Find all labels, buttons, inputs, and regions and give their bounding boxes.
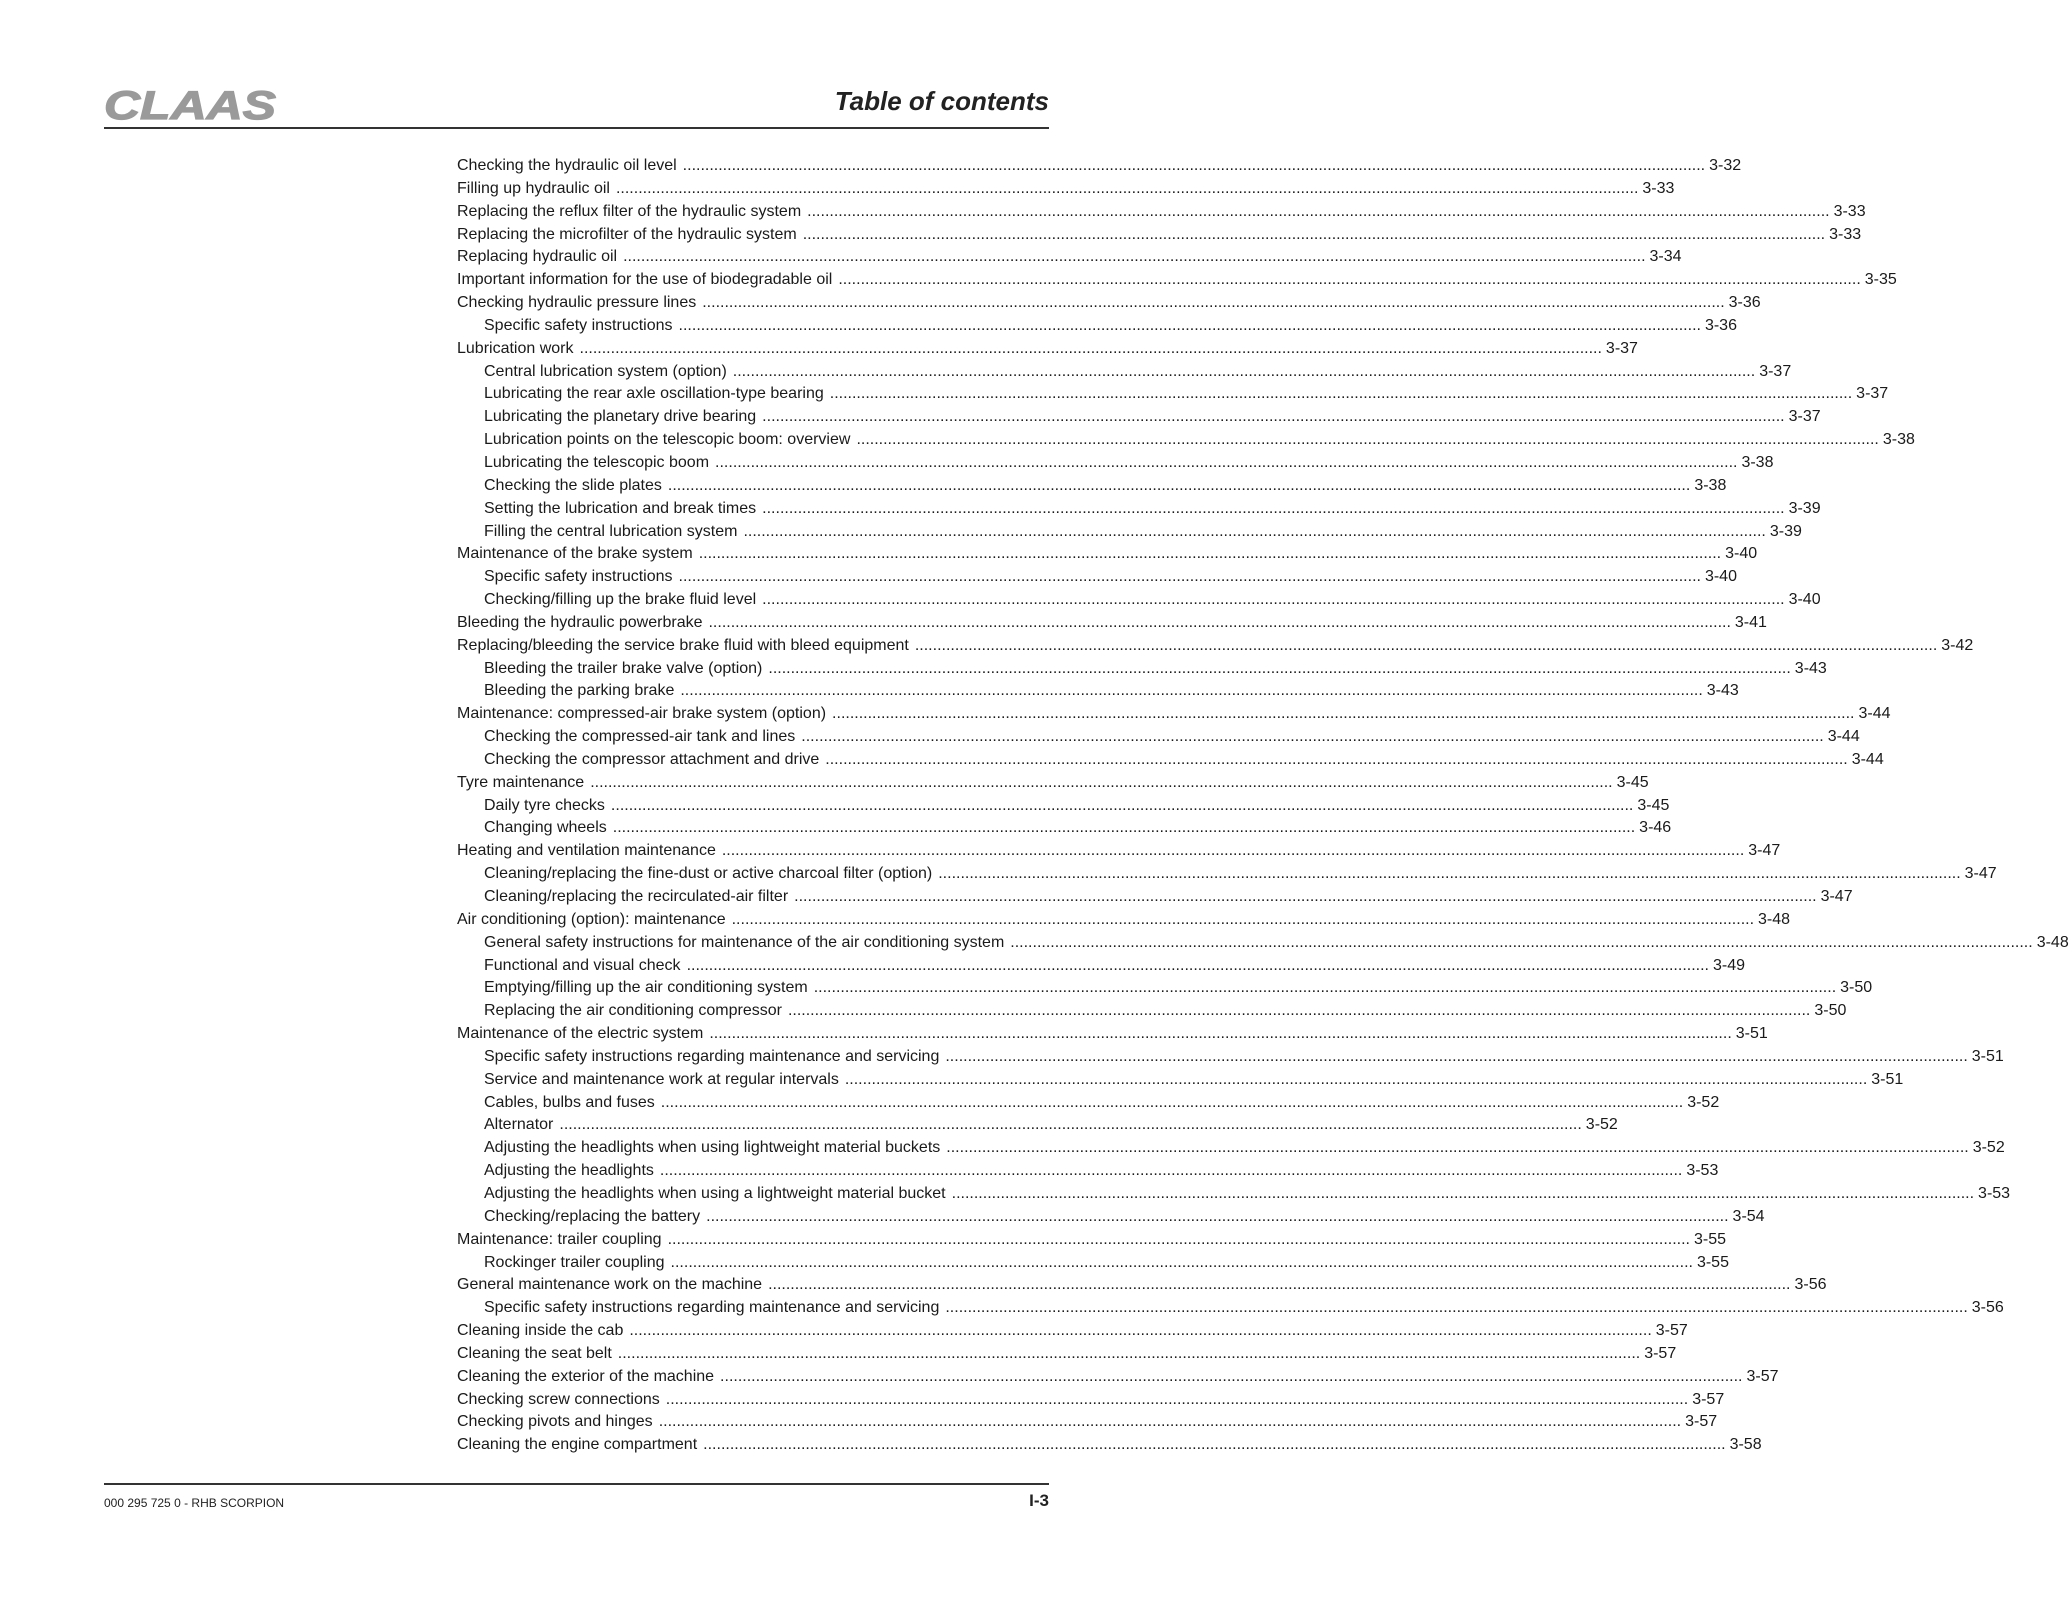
toc-entry[interactable]: [457, 955, 1746, 978]
toc-leader-dots: [715, 452, 1737, 475]
toc-entry[interactable]: [457, 840, 1781, 863]
toc-entry-title: General safety instructions for maintenance of the air conditioning system: [484, 933, 1005, 951]
toc-entry-title: Checking pivots and hinges: [457, 1413, 653, 1431]
toc-entry-title: Replacing/bleeding the service brake fluid with bleed equipment: [457, 636, 909, 654]
toc-entry-title: Bleeding the trailer brake valve (option): [484, 659, 763, 677]
toc-entry-title: Specific safety instructions: [484, 568, 673, 586]
page-number: I-3: [1029, 1491, 1049, 1510]
toc-leader-dots: [668, 475, 1690, 498]
toc-entry-title: Tyre maintenance: [457, 773, 585, 791]
toc-entry-title: Specific safety instructions: [484, 316, 673, 334]
toc-entry-title: Replacing the air conditioning compressor: [484, 1002, 782, 1020]
toc-entry-title: Functional and visual check: [484, 956, 681, 974]
toc-entry[interactable]: [457, 224, 1862, 247]
toc-leader-dots: [559, 1114, 1581, 1137]
toc-entry-title: Alternator: [484, 1116, 554, 1134]
toc-leader-dots: [946, 1137, 1968, 1160]
toc-entry[interactable]: [457, 1343, 1677, 1366]
toc-entry[interactable]: [457, 543, 1758, 566]
toc-leader-dots: [733, 361, 1755, 384]
toc-leader-dots: [671, 1252, 1693, 1275]
toc-entry[interactable]: [457, 1252, 1729, 1275]
toc-entry-title: Adjusting the headlights when using lightweight material buckets: [484, 1139, 941, 1157]
toc-leader-dots: [825, 749, 1847, 772]
toc-entry-title: Rockinger trailer coupling: [484, 1253, 665, 1271]
toc-leader-dots: [838, 269, 1860, 292]
toc-entry[interactable]: [457, 658, 1827, 681]
toc-leader-dots: [629, 1320, 1651, 1343]
toc-entry-page: 3-46: [1639, 819, 1672, 837]
toc-entry[interactable]: [457, 886, 1853, 909]
toc-entry-page: 3-37: [1605, 339, 1638, 357]
toc-leader-dots: [661, 1092, 1683, 1115]
toc-entry[interactable]: [457, 406, 1821, 429]
toc-entry-page: 3-32: [1709, 157, 1742, 174]
toc-entry-page: 3-44: [1851, 750, 1884, 768]
toc-leader-dots: [788, 1000, 1810, 1023]
toc-leader-dots: [938, 863, 1960, 886]
toc-entry-title: Cleaning/replacing the recirculated-air filter: [484, 888, 789, 905]
toc-entry-title: Lubricating the rear axle oscillation-type bearing: [484, 385, 824, 403]
toc-entry-title: Checking the compressed-air tank and lines: [484, 728, 796, 746]
toc-entry-page: 3-35: [1864, 271, 1897, 289]
toc-entry[interactable]: [457, 1046, 2004, 1069]
toc-entry-title: Cleaning the seat belt: [457, 1344, 612, 1362]
toc-entry-title: Adjusting the headlights when using a lightweight material bucket: [484, 1184, 946, 1202]
toc-entry[interactable]: [457, 292, 1761, 315]
toc-entry-title: Replacing the reflux filter of the hydraulic system: [457, 202, 802, 220]
toc-leader-dots: [611, 795, 1633, 818]
toc-entry-page: 3-57: [1655, 1322, 1688, 1340]
toc-entry-page: 3-43: [1794, 659, 1827, 677]
toc-entry-page: 3-48: [1758, 910, 1791, 928]
toc-leader-dots: [732, 909, 1754, 932]
toc-entry-title: Cleaning the exterior of the machine: [457, 1367, 715, 1385]
toc-entry-title: Cleaning/replacing the fine-dust or active charcoal filter (option): [484, 865, 933, 883]
toc-entry-page: 3-53: [1686, 1162, 1719, 1180]
toc-entry[interactable]: [457, 612, 1767, 635]
toc-entry-title: Replacing the microfilter of the hydraulic system: [457, 225, 797, 243]
toc-entry-page: 3-36: [1704, 316, 1737, 334]
toc-entry-page: 3-50: [1840, 979, 1873, 997]
toc-entry-title: General maintenance work on the machine: [457, 1276, 763, 1294]
toc-entry-page: 3-48: [2036, 933, 2069, 951]
toc-leader-dots: [616, 178, 1638, 201]
toc-entry-page: 3-51: [1871, 1070, 1904, 1088]
toc-entry[interactable]: [457, 1229, 1727, 1252]
toc-leader-dots: [768, 1274, 1790, 1297]
toc-leader-dots: [703, 1434, 1725, 1457]
toc-entry[interactable]: [457, 246, 1682, 269]
toc-entry[interactable]: [457, 1389, 1725, 1412]
toc-entry-page: 3-33: [1829, 225, 1862, 243]
toc-leader-dots: [659, 1411, 1681, 1434]
toc-leader-dots: [679, 315, 1701, 338]
toc-entry[interactable]: [457, 817, 1672, 840]
toc-entry[interactable]: [457, 315, 1737, 338]
toc-entry[interactable]: [457, 1000, 1847, 1023]
toc-entry-title: Checking the slide plates: [484, 476, 662, 494]
toc-leader-dots: [680, 680, 1702, 703]
toc-entry-title: Emptying/filling up the air conditioning system: [484, 979, 808, 997]
toc-entry[interactable]: [457, 589, 1821, 612]
toc-entry[interactable]: [457, 521, 1802, 544]
toc-entry-page: 3-47: [1820, 888, 1853, 905]
toc-entry[interactable]: [457, 1069, 1904, 1092]
toc-leader-dots: [683, 155, 1705, 178]
toc-entry-page: 3-38: [1741, 453, 1774, 471]
toc-entry-page: 3-57: [1692, 1390, 1725, 1408]
toc-entry[interactable]: [457, 155, 1742, 178]
toc-entry-title: Checking/filling up the brake fluid level: [484, 591, 757, 609]
toc-entry-page: 3-39: [1788, 499, 1821, 517]
toc-entry-page: 3-38: [1882, 431, 1915, 449]
toc-leader-dots: [708, 612, 1730, 635]
toc-entry-page: 3-49: [1712, 956, 1746, 974]
toc-entry[interactable]: [457, 726, 1860, 749]
toc-leader-dots: [666, 1389, 1688, 1412]
toc-leader-dots: [807, 201, 1829, 224]
toc-entry-title: Maintenance of the brake system: [457, 545, 693, 563]
toc-entry[interactable]: [457, 749, 1884, 772]
toc-entry[interactable]: [457, 1366, 1779, 1389]
toc-entry-page: 3-54: [1732, 1207, 1765, 1225]
toc-entry-page: 3-57: [1685, 1413, 1718, 1431]
toc-entry-title: Bleeding the hydraulic powerbrake: [457, 613, 703, 631]
toc-entry[interactable]: [457, 498, 1821, 521]
toc-entry-page: 3-58: [1729, 1436, 1762, 1454]
toc-entry-title: Cables, bulbs and fuses: [484, 1093, 655, 1111]
header-divider: [104, 127, 1049, 129]
toc-entry[interactable]: [457, 566, 1737, 589]
toc-leader-dots: [722, 840, 1744, 863]
toc-entry-page: 3-52: [1687, 1093, 1720, 1111]
toc-entry[interactable]: [457, 1274, 1827, 1297]
toc-entry-title: Specific safety instructions regarding maintenance and servicing: [484, 1299, 940, 1317]
toc-entry[interactable]: [457, 1320, 1688, 1343]
toc-leader-dots: [945, 1046, 1967, 1069]
toc-entry-page: 3-44: [1827, 728, 1860, 746]
toc-entry-title: Checking/replacing the battery: [484, 1207, 701, 1225]
claas-logo-text: CLAAS: [104, 84, 277, 128]
toc-entry-page: 3-36: [1728, 294, 1761, 312]
toc-leader-dots: [702, 292, 1724, 315]
toc-entry[interactable]: [457, 1206, 1765, 1229]
toc-leader-dots: [830, 383, 1852, 406]
toc-entry-title: Maintenance of the electric system: [457, 1025, 704, 1043]
toc-leader-dots: [952, 1183, 1974, 1206]
toc-entry[interactable]: [457, 680, 1739, 703]
toc-entry-page: 3-45: [1616, 773, 1649, 791]
toc-entry-page: 3-38: [1694, 476, 1727, 494]
toc-entry[interactable]: [457, 795, 1670, 818]
toc-entry-page: 3-50: [1814, 1002, 1847, 1020]
toc-entry-title: Daily tyre checks: [484, 796, 605, 814]
toc-entry-page: 3-47: [1964, 865, 1997, 883]
toc-entry[interactable]: [457, 1160, 1719, 1183]
toc-leader-dots: [687, 955, 1709, 978]
toc-entry-title: Important information for the use of biodegradable oil: [457, 271, 833, 289]
toc-entry[interactable]: [457, 178, 1675, 201]
toc-entry-page: 3-41: [1734, 613, 1767, 631]
toc-leader-dots: [814, 977, 1836, 1000]
toc-entry-page: 3-47: [1748, 842, 1781, 860]
toc-leader-dots: [743, 521, 1765, 544]
toc-entry[interactable]: [457, 772, 1649, 795]
toc-entry[interactable]: [457, 1297, 2004, 1320]
toc-entry-title: Specific safety instructions regarding maintenance and servicing: [484, 1047, 940, 1065]
toc-entry-title: Filling up hydraulic oil: [457, 179, 610, 197]
toc-entry-title: Air conditioning (option): maintenance: [457, 910, 726, 928]
toc-entry[interactable]: [457, 1092, 1720, 1115]
toc-entry[interactable]: [457, 932, 2069, 955]
toc-entry-page: 3-33: [1833, 202, 1866, 220]
toc-entry[interactable]: [457, 1434, 1762, 1457]
toc-entry-title: Checking the compressor attachment and drive: [484, 750, 820, 768]
toc-entry-page: 3-37: [1856, 385, 1889, 403]
toc-entry[interactable]: [457, 361, 1792, 384]
toc-leader-dots: [660, 1160, 1682, 1183]
claas-logo-mark: [104, 86, 280, 126]
toc-entry[interactable]: [457, 635, 1974, 658]
toc-entry[interactable]: [457, 383, 1889, 406]
toc-entry-page: 3-57: [1746, 1367, 1779, 1385]
toc-leader-dots: [618, 1343, 1640, 1366]
toc-leader-dots: [699, 543, 1721, 566]
toc-entry-page: 3-53: [1978, 1184, 2011, 1202]
toc-entry-page: 3-56: [1971, 1299, 2004, 1317]
toc-leader-dots: [794, 886, 1816, 909]
toc-entry[interactable]: [457, 1183, 2011, 1206]
toc-leader-dots: [580, 338, 1602, 361]
toc-leader-dots: [803, 224, 1825, 247]
toc-leader-dots: [915, 635, 1937, 658]
toc-entry[interactable]: [457, 1023, 1768, 1046]
toc-entry-page: 3-37: [1788, 408, 1821, 426]
toc-entry-page: 3-40: [1788, 591, 1821, 609]
toc-leader-dots: [845, 1069, 1867, 1092]
toc-entry[interactable]: [457, 201, 1866, 224]
toc-entry-page: 3-33: [1642, 179, 1675, 197]
toc-leader-dots: [668, 1229, 1690, 1252]
toc-entry[interactable]: [457, 703, 1891, 726]
toc-leader-dots: [613, 817, 1635, 840]
toc-entry-page: 3-57: [1644, 1344, 1677, 1362]
toc-entry-title: Lubrication points on the telescopic boom: overview: [484, 431, 851, 449]
toc-entry-page: 3-40: [1704, 568, 1737, 586]
toc-leader-dots: [762, 589, 1784, 612]
toc-entry-page: 3-52: [1585, 1116, 1618, 1134]
toc-entry[interactable]: [457, 977, 1873, 1000]
toc-entry-page: 3-42: [1941, 636, 1974, 654]
toc-entry[interactable]: [457, 1114, 1618, 1137]
toc-leader-dots: [679, 566, 1701, 589]
toc-entry[interactable]: [457, 1411, 1718, 1434]
document-id: 000 295 725 0 - RHB SCORPION: [104, 1496, 285, 1510]
toc-entry-title: Checking hydraulic pressure lines: [457, 294, 697, 312]
toc-leader-dots: [1010, 932, 2032, 955]
toc-entry-page: 3-37: [1759, 362, 1792, 380]
toc-entry-title: Central lubrication system (option): [484, 362, 727, 380]
claas-logo: [104, 86, 280, 126]
toc-leader-dots: [832, 703, 1854, 726]
toc-entry-title: Replacing hydraulic oil: [457, 248, 618, 266]
toc-entry-title: Filling the central lubrication system: [484, 522, 738, 540]
toc-entry-title: Maintenance: trailer coupling: [457, 1230, 662, 1248]
toc-entry-page: 3-51: [1971, 1047, 2004, 1065]
toc-entry-page: 3-40: [1725, 545, 1758, 563]
toc-entry-page: 3-45: [1637, 796, 1670, 814]
toc-entry[interactable]: [457, 1137, 2005, 1160]
toc-entry[interactable]: [457, 429, 1915, 452]
toc-entry-page: 3-44: [1858, 705, 1891, 723]
toc-leader-dots: [768, 658, 1790, 681]
toc-entry-page: 3-52: [1972, 1139, 2005, 1157]
toc-entry-title: Cleaning the engine compartment: [457, 1436, 698, 1454]
toc-entry-title: Setting the lubrication and break times: [484, 499, 757, 517]
toc-entry-page: 3-39: [1769, 522, 1802, 540]
toc-entry-page: 3-55: [1696, 1253, 1729, 1271]
toc-entry-title: Service and maintenance work at regular intervals: [484, 1070, 839, 1088]
toc-entry-title: Cleaning inside the cab: [457, 1322, 624, 1340]
toc-leader-dots: [590, 772, 1612, 795]
table-of-contents: [457, 155, 2069, 1457]
toc-entry[interactable]: [457, 909, 1791, 932]
toc-entry-page: 3-56: [1794, 1276, 1827, 1294]
toc-entry-title: Maintenance: compressed-air brake system (option): [457, 705, 827, 723]
toc-leader-dots: [720, 1366, 1742, 1389]
toc-entry[interactable]: [457, 863, 1997, 886]
toc-leader-dots: [623, 246, 1645, 269]
toc-entry[interactable]: [457, 269, 1897, 292]
toc-entry-title: Lubricating the telescopic boom: [484, 453, 710, 471]
toc-entry[interactable]: [457, 452, 1774, 475]
toc-leader-dots: [856, 429, 1878, 452]
toc-leader-dots: [706, 1206, 1728, 1229]
toc-entry-title: Lubricating the planetary drive bearing: [484, 408, 757, 426]
toc-leader-dots: [945, 1297, 1967, 1320]
toc-entry-title: Checking screw connections: [457, 1390, 660, 1408]
toc-leader-dots: [762, 498, 1784, 521]
toc-entry[interactable]: [457, 475, 1727, 498]
toc-leader-dots: [801, 726, 1823, 749]
toc-leader-dots: [709, 1023, 1731, 1046]
toc-entry-page: 3-34: [1649, 248, 1682, 266]
toc-entry-title: Changing wheels: [484, 819, 607, 837]
toc-entry-title: Adjusting the headlights: [484, 1162, 654, 1180]
toc-entry-page: 3-51: [1735, 1025, 1768, 1043]
toc-entry[interactable]: [457, 338, 1638, 361]
toc-entry-title: Bleeding the parking brake: [484, 682, 675, 700]
footer-divider: [104, 1483, 1049, 1485]
toc-leader-dots: [762, 406, 1784, 429]
toc-entry-title: Checking the hydraulic oil level: [457, 157, 677, 174]
toc-entry-page: 3-43: [1706, 682, 1739, 700]
toc-entry-title: Heating and ventilation maintenance: [457, 842, 716, 860]
toc-entry-page: 3-55: [1693, 1230, 1727, 1248]
toc-entry-title: Lubrication work: [457, 339, 574, 357]
page-title: Table of contents: [834, 86, 1049, 116]
